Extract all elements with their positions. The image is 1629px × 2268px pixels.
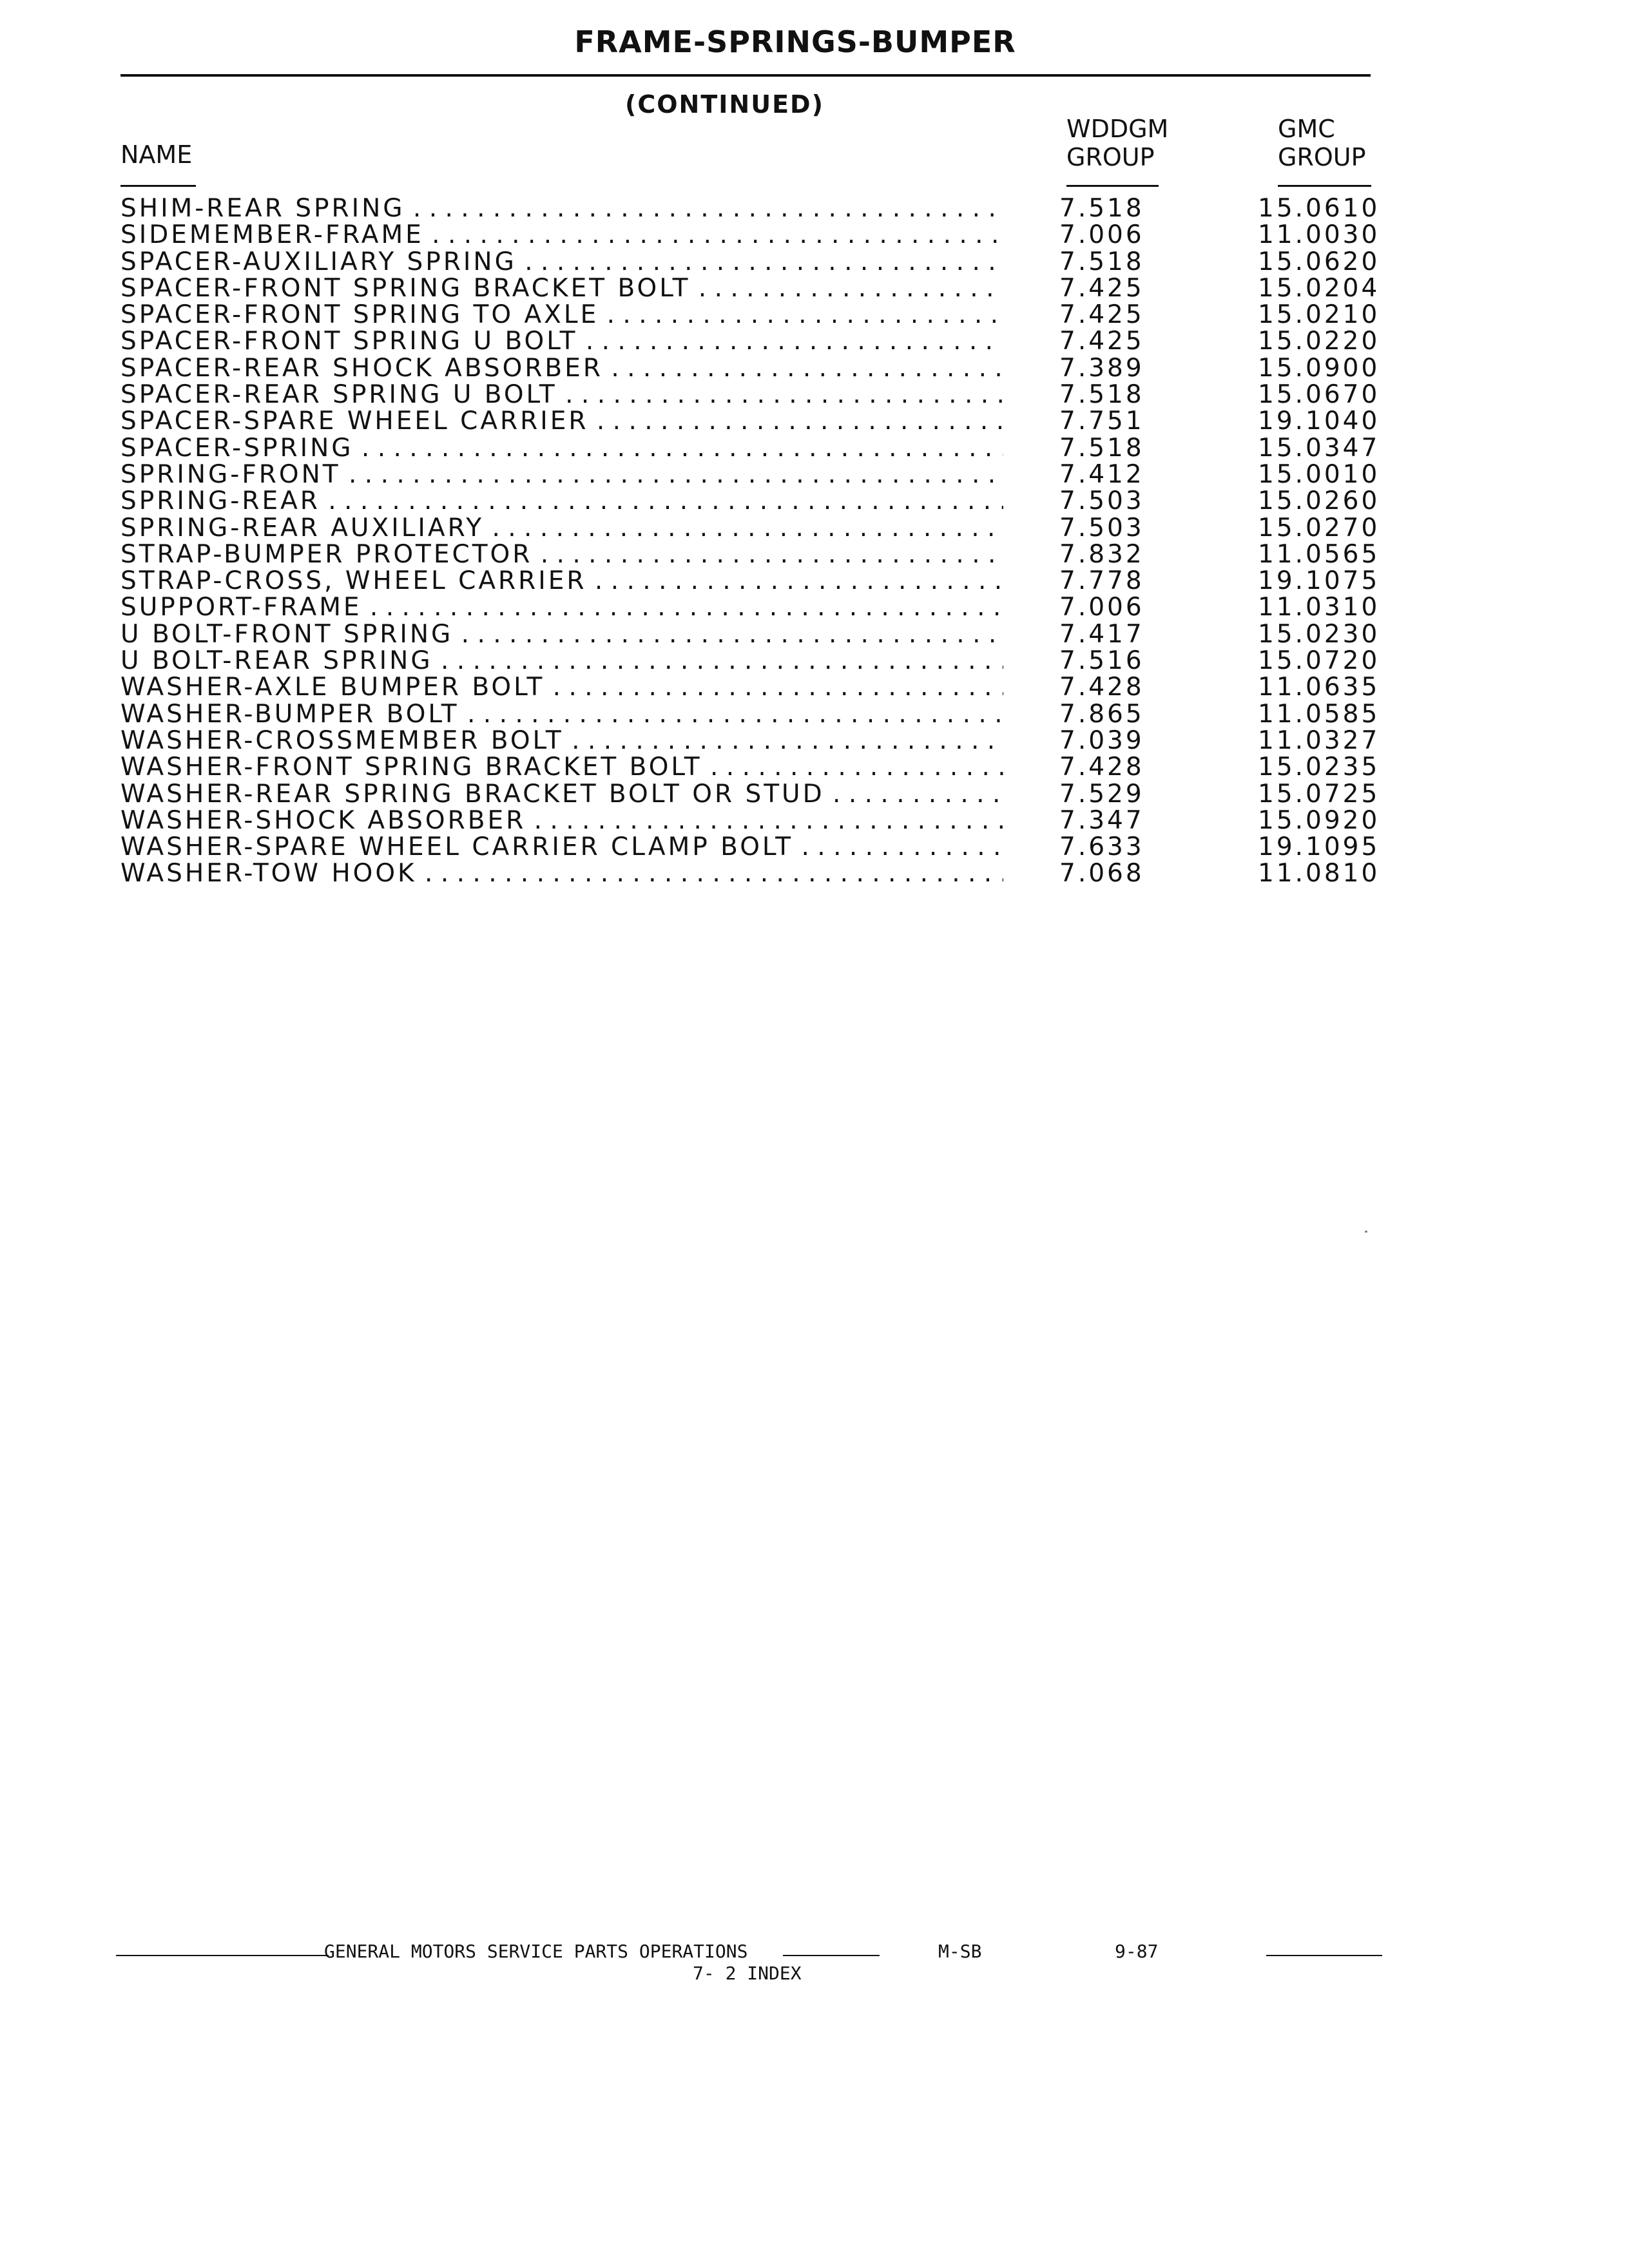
part-name: WASHER-CROSSMEMBER BOLT . . . — [120, 727, 1003, 754]
wddgm-group-value: 7.518 — [1059, 194, 1144, 223]
part-name: SPACER-FRONT SPRING TO AXLE . . . — [120, 302, 1003, 328]
part-name: WASHER-AXLE BUMPER BOLT . . . — [120, 674, 1003, 700]
table-row — [120, 727, 1409, 754]
wddgm-group-value: 7.389 — [1059, 353, 1144, 383]
gmc-group-value: 15.0620 — [1258, 247, 1380, 276]
gmc-group-value: 15.0725 — [1258, 779, 1380, 809]
part-name: WASHER-BUMPER BOLT . . . — [120, 701, 1003, 727]
header-gmc-underline — [1278, 185, 1371, 187]
wddgm-group-value: 7.503 — [1059, 513, 1144, 543]
wddgm-group-value: 7.778 — [1059, 566, 1144, 596]
table-row — [120, 541, 1409, 568]
table-row — [120, 834, 1409, 860]
table-row — [120, 781, 1409, 807]
footer-date: 9-87 — [1115, 1941, 1159, 1962]
header-wddgm-line1: WDDGM — [1066, 115, 1169, 143]
footer-page-index: 7- 2 INDEX — [693, 1963, 802, 1984]
header-name: NAME — [120, 140, 193, 169]
wddgm-group-value: 7.039 — [1059, 726, 1144, 755]
title-rule — [120, 74, 1371, 77]
table-row — [120, 381, 1409, 408]
part-name: STRAP-CROSS, WHEEL CARRIER . . . — [120, 568, 1003, 594]
part-name: WASHER-FRONT SPRING BRACKET BOLT . . . — [120, 754, 1003, 780]
table-row — [120, 648, 1409, 674]
wddgm-group-value: 7.865 — [1059, 699, 1144, 729]
table-row — [120, 701, 1409, 727]
wddgm-group-value: 7.425 — [1059, 300, 1144, 330]
header-wddgm-line2: GROUP — [1066, 143, 1155, 171]
part-name: SPACER-SPRING . . . — [120, 435, 1003, 461]
table-row — [120, 754, 1409, 780]
wddgm-group-value: 7.428 — [1059, 673, 1144, 702]
table-row — [120, 488, 1409, 514]
table-row — [120, 461, 1409, 488]
part-name: SPRING-FRONT . . . — [120, 461, 1003, 488]
gmc-group-value: 15.0347 — [1258, 433, 1380, 463]
wddgm-group-value: 7.751 — [1059, 407, 1144, 436]
part-name: SHIM-REAR SPRING . . . — [120, 195, 1003, 222]
gmc-group-value: 15.0204 — [1258, 273, 1380, 303]
page-title: FRAME-SPRINGS-BUMPER — [574, 24, 1016, 59]
wddgm-group-value: 7.518 — [1059, 247, 1144, 276]
gmc-group-value: 15.0220 — [1258, 327, 1380, 356]
part-name: SPACER-REAR SHOCK ABSORBER . . . — [120, 355, 1003, 381]
wddgm-group-value: 7.633 — [1059, 832, 1144, 862]
wddgm-group-value: 7.412 — [1059, 459, 1144, 489]
part-name: WASHER-REAR SPRING BRACKET BOLT OR STUD . . . — [120, 781, 1003, 807]
table-row — [120, 621, 1409, 648]
part-name: SUPPORT-FRAME . . . — [120, 594, 1003, 620]
wddgm-group-value: 7.529 — [1059, 779, 1144, 809]
wddgm-group-value: 7.516 — [1059, 646, 1144, 676]
gmc-group-value: 11.0635 — [1258, 673, 1380, 702]
gmc-group-value: 11.0585 — [1258, 699, 1380, 729]
gmc-group-value: 15.0670 — [1258, 380, 1380, 410]
wddgm-group-value: 7.006 — [1059, 593, 1144, 622]
gmc-group-value: 11.0327 — [1258, 726, 1380, 755]
table-row — [120, 275, 1409, 302]
wddgm-group-value: 7.068 — [1059, 859, 1144, 889]
part-name: SPRING-REAR AUXILIARY . . . — [120, 515, 1003, 541]
footer-rule-middle — [783, 1955, 880, 1956]
wddgm-group-value: 7.417 — [1059, 619, 1144, 649]
part-name: SPRING-REAR . . . — [120, 488, 1003, 514]
gmc-group-value: 19.1095 — [1258, 832, 1380, 862]
table-row — [120, 328, 1409, 354]
header-wddgm-underline — [1066, 185, 1159, 187]
wddgm-group-value: 7.006 — [1059, 220, 1144, 250]
wddgm-group-value: 7.347 — [1059, 805, 1144, 835]
gmc-group-value: 15.0010 — [1258, 459, 1380, 489]
part-name: SPACER-SPARE WHEEL CARRIER . . . — [120, 408, 1003, 434]
part-name: U BOLT-REAR SPRING . . . — [120, 648, 1003, 674]
part-name: STRAP-BUMPER PROTECTOR . . . — [120, 541, 1003, 568]
table-row — [120, 435, 1409, 461]
header-gmc-line2: GROUP — [1278, 143, 1366, 171]
gmc-group-value: 15.0260 — [1258, 486, 1380, 516]
table-row — [120, 408, 1409, 434]
gmc-group-value: 15.0230 — [1258, 619, 1380, 649]
table-row — [120, 302, 1409, 328]
table-row — [120, 594, 1409, 620]
wddgm-group-value: 7.425 — [1059, 273, 1144, 303]
gmc-group-value: 11.0565 — [1258, 539, 1380, 569]
gmc-group-value: 11.0810 — [1258, 859, 1380, 889]
part-name: SPACER-REAR SPRING U BOLT . . . — [120, 381, 1003, 408]
gmc-group-value: 15.0610 — [1258, 194, 1380, 223]
footer-rule-right — [1266, 1955, 1382, 1956]
footer-company: GENERAL MOTORS SERVICE PARTS OPERATIONS — [324, 1941, 748, 1962]
table-row — [120, 195, 1409, 222]
part-name: U BOLT-FRONT SPRING . . . — [120, 621, 1003, 648]
table-row — [120, 355, 1409, 381]
continued-label: (CONTINUED) — [625, 90, 824, 119]
part-name: SPACER-AUXILIARY SPRING . . . — [120, 249, 1003, 275]
table-row — [120, 515, 1409, 541]
table-row — [120, 568, 1409, 594]
gmc-group-value: 11.0030 — [1258, 220, 1380, 250]
part-name: SPACER-FRONT SPRING BRACKET BOLT . . . — [120, 275, 1003, 302]
wddgm-group-value: 7.518 — [1059, 380, 1144, 410]
gmc-group-value: 15.0235 — [1258, 753, 1380, 782]
footer-rule-left — [116, 1955, 329, 1956]
part-name: WASHER-SPARE WHEEL CARRIER CLAMP BOLT . . . — [120, 834, 1003, 860]
wddgm-group-value: 7.428 — [1059, 753, 1144, 782]
gmc-group-value: 11.0310 — [1258, 593, 1380, 622]
gmc-group-value: 15.0900 — [1258, 353, 1380, 383]
gmc-group-value: 15.0720 — [1258, 646, 1380, 676]
gmc-group-value: 15.0920 — [1258, 805, 1380, 835]
header-wddgm-group — [1066, 115, 1168, 171]
table-row — [120, 860, 1409, 887]
wddgm-group-value: 7.518 — [1059, 433, 1144, 463]
table-row — [120, 249, 1409, 275]
part-name: SPACER-FRONT SPRING U BOLT . . . — [120, 328, 1003, 354]
header-name-underline — [120, 185, 196, 187]
wddgm-group-value: 7.832 — [1059, 539, 1144, 569]
header-gmc-line1: GMC — [1278, 115, 1335, 143]
footer-code: M-SB — [938, 1941, 982, 1962]
wddgm-group-value: 7.503 — [1059, 486, 1144, 516]
part-name: WASHER-TOW HOOK . . . — [120, 860, 1003, 887]
table-row — [120, 674, 1409, 700]
gmc-group-value: 15.0210 — [1258, 300, 1380, 330]
gmc-group-value: 19.1075 — [1258, 566, 1380, 596]
part-name: WASHER-SHOCK ABSORBER . . . — [120, 807, 1003, 834]
gmc-group-value: 19.1040 — [1258, 407, 1380, 436]
table-row — [120, 807, 1409, 834]
gmc-group-value: 15.0270 — [1258, 513, 1380, 543]
table-row — [120, 222, 1409, 248]
part-name: SIDEMEMBER-FRAME . . . — [120, 222, 1003, 248]
scan-speck — [1365, 1231, 1367, 1233]
wddgm-group-value: 7.425 — [1059, 327, 1144, 356]
header-gmc-group — [1278, 115, 1366, 171]
parts-index-table — [120, 195, 1409, 887]
